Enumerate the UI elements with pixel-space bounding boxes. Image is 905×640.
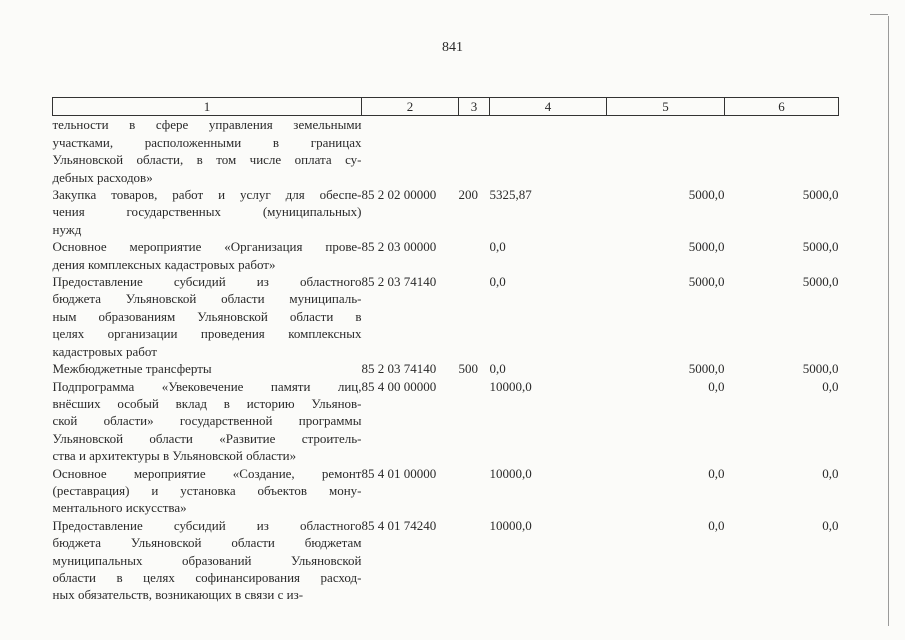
column-header-2: 2 bbox=[362, 98, 459, 116]
row-value-6: 0,0 bbox=[822, 465, 839, 481]
row-value-6: 0,0 bbox=[822, 517, 839, 533]
name-line: бюджета Ульяновской области муниципаль- bbox=[52, 291, 362, 307]
name-line: нужд bbox=[52, 221, 82, 237]
row-expense-type: 500 bbox=[458, 361, 478, 377]
header-row bbox=[53, 98, 839, 116]
name-line: чения государственных (муниципальных) bbox=[52, 204, 362, 220]
row-expense-type bbox=[459, 517, 490, 604]
row-value-6: 0,0 bbox=[822, 378, 839, 394]
name-line: целях организации проведения комплексных bbox=[52, 326, 362, 342]
name-line: (реставрация) и установка объектов мону- bbox=[52, 482, 362, 498]
name-line: Основное мероприятие «Организация прове- bbox=[52, 239, 362, 255]
row-code bbox=[362, 116, 459, 186]
row-value-6: 5000,0 bbox=[802, 239, 839, 255]
row-code: 85 2 03 00000 bbox=[361, 239, 437, 255]
row-value-5: 5000,0 bbox=[688, 187, 725, 203]
row-value-4: 0,0 bbox=[489, 361, 506, 377]
scan-corner-mark bbox=[870, 14, 888, 15]
row-name bbox=[53, 238, 362, 273]
name-line: Ульяновской области «Развитие строитель- bbox=[52, 430, 362, 446]
table-row bbox=[53, 186, 839, 238]
row-value-6: 5000,0 bbox=[802, 361, 839, 377]
row-value-5: 5000,0 bbox=[688, 274, 725, 290]
name-line: Межбюджетные трансферты bbox=[52, 361, 212, 377]
row-value-5 bbox=[607, 116, 725, 186]
name-line: ных обязательств, возникающих в связи с из- bbox=[52, 587, 304, 603]
name-line: области в целях софинансирования расход- bbox=[52, 569, 362, 585]
row-value-4: 0,0 bbox=[489, 274, 506, 290]
row-value-4 bbox=[490, 116, 607, 186]
name-line: дебных расходов» bbox=[52, 169, 153, 185]
row-expense-type bbox=[459, 116, 490, 186]
name-line: бюджета Ульяновской области бюджетам bbox=[52, 535, 362, 551]
table-row bbox=[53, 238, 839, 273]
row-value-5: 0,0 bbox=[708, 517, 725, 533]
row-value-4: 10000,0 bbox=[489, 465, 532, 481]
row-expense-type bbox=[459, 273, 490, 360]
row-value-4: 0,0 bbox=[489, 239, 506, 255]
row-value-5: 0,0 bbox=[708, 465, 725, 481]
row-name bbox=[53, 517, 362, 604]
row-code: 85 2 03 74140 bbox=[361, 361, 437, 377]
name-line: ным образованиям Ульяновской области в bbox=[52, 308, 362, 324]
name-line: кадастровых работ bbox=[52, 343, 157, 359]
row-expense-type bbox=[459, 465, 490, 517]
name-line: тельности в сфере управления земельными bbox=[52, 117, 362, 133]
row-name bbox=[53, 465, 362, 517]
column-header-5: 5 bbox=[607, 98, 725, 116]
name-line: Подпрограмма «Увековечение памяти лиц, bbox=[52, 378, 362, 394]
row-expense-type bbox=[459, 378, 490, 465]
row-name bbox=[53, 186, 362, 238]
row-value-5: 5000,0 bbox=[688, 239, 725, 255]
row-code: 85 4 01 00000 bbox=[361, 465, 437, 481]
table-row bbox=[53, 378, 839, 465]
table-row bbox=[53, 517, 839, 604]
table-row bbox=[53, 116, 839, 186]
name-line: дения комплексных кадастровых работ» bbox=[52, 256, 276, 272]
row-value-4: 10000,0 bbox=[489, 517, 532, 533]
row-name bbox=[53, 116, 362, 186]
row-expense-type: 200 bbox=[458, 187, 478, 203]
name-line: ментального искусства» bbox=[52, 500, 187, 516]
name-line: Предоставление субсидий из областного bbox=[52, 517, 362, 533]
name-line: ства и архитектуры в Ульяновской области» bbox=[52, 448, 297, 464]
row-value-5: 5000,0 bbox=[688, 361, 725, 377]
page-number: 841 bbox=[442, 40, 463, 55]
row-expense-type bbox=[459, 238, 490, 273]
table-row bbox=[53, 273, 839, 360]
name-line: Ульяновской области, в том числе оплата су- bbox=[52, 152, 362, 168]
row-value-5: 0,0 bbox=[708, 378, 725, 394]
row-value-4: 10000,0 bbox=[489, 378, 532, 394]
name-line: Предоставление субсидий из областного bbox=[52, 274, 362, 290]
name-line: участками, расположенными в границах bbox=[52, 134, 362, 150]
row-code: 85 4 00 00000 bbox=[361, 378, 437, 394]
name-line: Закупка товаров, работ и услуг для обеспе- bbox=[52, 187, 362, 203]
name-line: Основное мероприятие «Создание, ремонт bbox=[52, 465, 362, 481]
name-line: ской области» государственной программы bbox=[52, 413, 362, 429]
budget-table bbox=[52, 97, 839, 604]
row-value-6: 5000,0 bbox=[802, 187, 839, 203]
row-code: 85 4 01 74240 bbox=[361, 517, 437, 533]
column-header-6: 6 bbox=[725, 98, 839, 116]
table-row bbox=[53, 465, 839, 517]
scan-edge-line bbox=[888, 16, 889, 626]
name-line: муниципальных образований Ульяновской bbox=[52, 552, 362, 568]
row-name bbox=[53, 273, 362, 360]
table-row bbox=[53, 360, 839, 377]
row-name bbox=[53, 360, 362, 377]
row-code: 85 2 02 00000 bbox=[361, 187, 437, 203]
column-header-1: 1 bbox=[53, 98, 362, 116]
column-header-3: 3 bbox=[459, 98, 490, 116]
row-value-6: 5000,0 bbox=[802, 274, 839, 290]
row-name bbox=[53, 378, 362, 465]
row-value-6 bbox=[725, 116, 839, 186]
row-code: 85 2 03 74140 bbox=[361, 274, 437, 290]
column-header-4: 4 bbox=[490, 98, 607, 116]
row-value-4: 5325,87 bbox=[489, 187, 532, 203]
name-line: внёсших особый вклад в историю Ульянов- bbox=[52, 395, 362, 411]
